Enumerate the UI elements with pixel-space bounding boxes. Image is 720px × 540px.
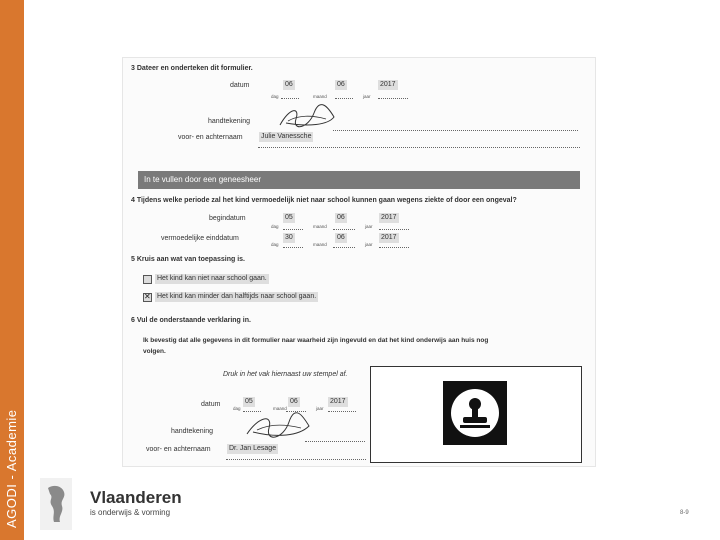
section6-maand-caption: maand: [273, 406, 287, 411]
brand-tagline: is onderwijs & vorming: [90, 508, 171, 517]
section4-heading: 4 Tijdens welke periode zal het kind vermoedelijk niet naar school kunnen gaan wegens ziekte of door een ongeval?: [131, 197, 517, 204]
section3-naam-field[interactable]: Julie Vanessche: [261, 133, 312, 140]
section4-begin-day[interactable]: 05: [285, 214, 293, 221]
section4-end-month[interactable]: 06: [337, 234, 345, 241]
section3-handtekening-label: handtekening: [208, 118, 251, 125]
section4-begin-dag: dag: [271, 224, 279, 229]
section6-month-field[interactable]: 06: [290, 398, 298, 405]
section4-end-dag: dag: [271, 242, 279, 247]
section3-jaar-caption: jaar: [363, 94, 371, 99]
stamp-icon: [443, 381, 507, 445]
section5-heading: 5 Kruis aan wat van toepassing is.: [131, 256, 245, 263]
section3-naam-label: voor- en achternaam: [178, 134, 243, 141]
section6-handtekening-label: handtekening: [171, 428, 214, 435]
section4-end-jaar: jaar: [365, 242, 373, 247]
section3-datum-label: datum: [230, 82, 250, 89]
stamp-image: [443, 381, 507, 445]
section3-heading: 3 Dateer en onderteken dit formulier.: [131, 65, 253, 72]
section4-end-year[interactable]: 2017: [381, 234, 397, 241]
section4-end-day[interactable]: 30: [285, 234, 293, 241]
form-document: [122, 57, 596, 467]
section4-begin-maand: maand: [313, 224, 327, 229]
flemish-lion-logo: [40, 478, 72, 530]
statement-line1: Ik bevestig dat alle gegevens in dit formulier naar waarheid zijn ingevuld en dat het kind onderwijs aan huis nog: [143, 337, 489, 344]
section4-begin-month[interactable]: 06: [337, 214, 345, 221]
section4-end-label: vermoedelijke einddatum: [161, 235, 239, 242]
section4-begin-jaar: jaar: [365, 224, 373, 229]
section3-signature: [278, 103, 338, 133]
sidebar-label: AGODI - Academie: [4, 409, 19, 528]
section6-day-field[interactable]: 05: [245, 398, 253, 405]
sidebar-band: [0, 0, 24, 540]
option1-label: Het kind kan niet naar school gaan.: [157, 275, 267, 282]
section6-signature: [243, 410, 313, 444]
section6-datum-label: datum: [201, 401, 221, 408]
stamp-note: Druk in het vak hiernaast uw stempel af.: [223, 371, 348, 378]
section3-day-field[interactable]: 06: [285, 81, 293, 88]
option2-checkbox[interactable]: [143, 293, 152, 302]
option2-checkmark: ✕: [144, 292, 151, 301]
page-number: 8-9: [680, 510, 689, 516]
section6-heading: 6 Vul de onderstaande verklaring in.: [131, 317, 251, 324]
section3-maand-caption: maand: [313, 94, 327, 99]
section6-year-field[interactable]: 2017: [330, 398, 346, 405]
stamp-box: [370, 366, 582, 463]
section3-month-field[interactable]: 06: [337, 81, 345, 88]
physician-banner: In te vullen door een geneesheer: [138, 171, 580, 189]
section3-year-field[interactable]: 2017: [380, 81, 396, 88]
section3-dag-caption: dag: [271, 94, 279, 99]
section4-begin-label: begindatum: [209, 215, 246, 222]
option2-label: Het kind kan minder dan halftijds naar school gaan.: [157, 293, 317, 300]
section4-begin-year[interactable]: 2017: [381, 214, 397, 221]
option1-checkbox[interactable]: [143, 275, 152, 284]
section4-end-maand: maand: [313, 242, 327, 247]
section6-naam-field[interactable]: Dr. Jan Lesage: [229, 445, 277, 452]
section6-jaar-caption: jaar: [316, 406, 324, 411]
section6-dag-caption: dag: [233, 406, 241, 411]
statement-line2: volgen.: [143, 348, 166, 355]
section6-naam-label: voor- en achternaam: [146, 446, 211, 453]
brand-name: Vlaanderen: [90, 488, 182, 507]
